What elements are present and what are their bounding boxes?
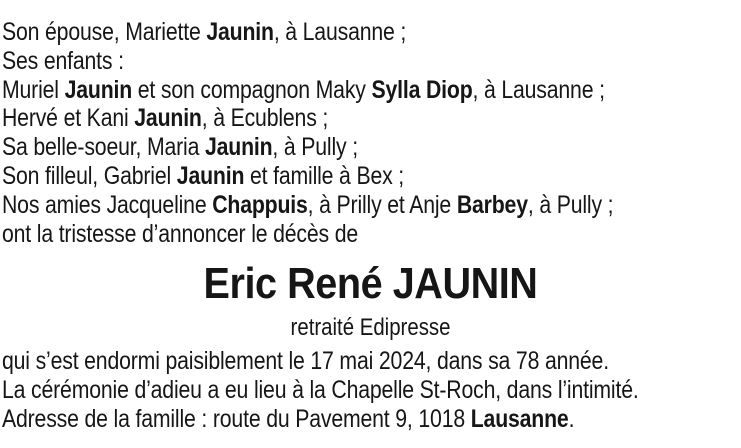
text-segment: Sa belle-soeur, Maria (2, 133, 205, 162)
surname-emphasis: Chappuis (212, 190, 308, 219)
intro-line-6 (2, 162, 613, 191)
text-segment: Nos amies Jacqueline (2, 190, 213, 219)
closing-line-2 (2, 376, 639, 405)
closing-lines (2, 347, 639, 433)
surname-emphasis: Jaunin (206, 18, 274, 46)
text-segment: Ses enfants : (2, 46, 124, 75)
text-segment: , à Pully ; (272, 133, 358, 162)
text-segment: Son épouse, Mariette (2, 18, 207, 46)
text-segment: et famille à Bex ; (244, 161, 405, 190)
intro-line-8 (2, 220, 613, 249)
deceased-subtitle: retraité Edipresse (290, 314, 451, 341)
surname-emphasis: Jaunin (204, 133, 273, 162)
intro-line-7 (2, 191, 613, 220)
text-segment: Hervé et Kani (2, 104, 135, 133)
text-segment: ont la tristesse d’annoncer le décès de (2, 219, 359, 248)
text-segment: , à Lausanne ; (472, 75, 605, 104)
surname-emphasis: Jaunin (134, 104, 202, 133)
text-segment: . (568, 404, 575, 433)
closing-line-1 (2, 347, 639, 376)
intro-line-4 (2, 104, 613, 133)
text-segment: Muriel (2, 75, 65, 104)
family-intro-lines (2, 18, 613, 248)
surname-emphasis: Jaunin (64, 75, 133, 104)
text-segment: La cérémonie d’adieu a eu lieu à la Chapelle St-Roch, dans l’intimité. (2, 375, 639, 404)
text-segment: qui s’est endormi paisiblement le 17 mai 2024, dans sa 78 année. (2, 347, 609, 375)
text-segment: et son compagnon Maky (132, 75, 372, 104)
intro-line-3 (2, 76, 613, 105)
surname-emphasis: Barbey (456, 190, 528, 219)
text-segment: , à Pully ; (527, 190, 614, 219)
intro-line-5 (2, 133, 613, 162)
text-segment: Son filleul, Gabriel (2, 161, 177, 190)
text-segment: Adresse de la famille : route du Pavement 9, 1018 (2, 404, 471, 433)
surname-emphasis: Lausanne (470, 404, 569, 433)
text-segment: , à Prilly et Anje (307, 190, 457, 219)
intro-line-1 (2, 18, 613, 47)
surname-emphasis: Sylla Diop (371, 75, 473, 104)
text-segment: , à Ecublens ; (201, 104, 329, 133)
deceased-name: Eric René JAUNIN (203, 259, 538, 308)
text-segment: , à Lausanne ; (273, 18, 407, 46)
intro-line-2 (2, 47, 613, 76)
closing-line-3 (2, 405, 639, 434)
surname-emphasis: Jaunin (176, 161, 245, 190)
